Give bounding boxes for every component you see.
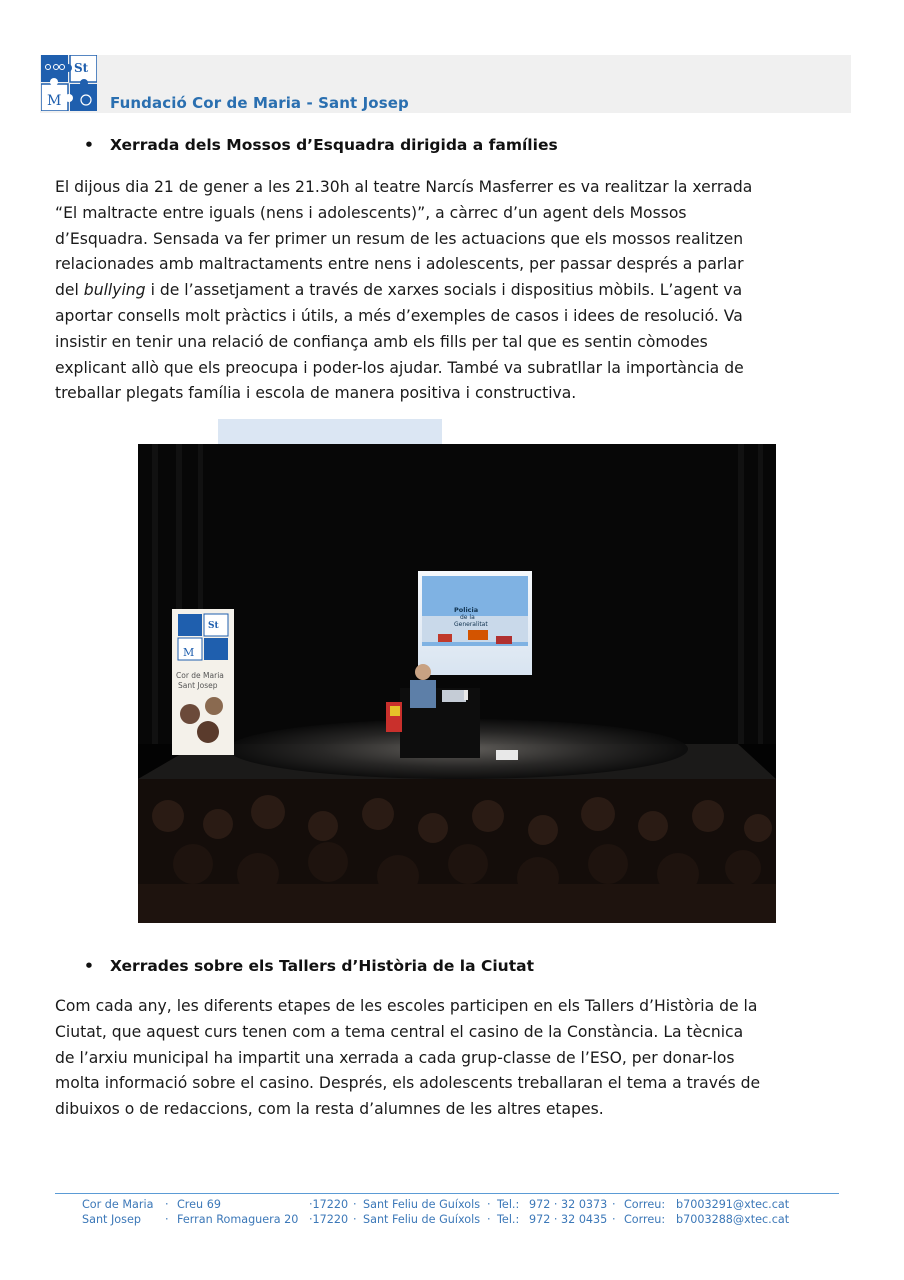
paragraph-tallers (55, 994, 849, 1123)
screen-title-line1: Policia (454, 606, 479, 614)
screen-title-line2: de la (460, 614, 475, 621)
paragraph-line-last: dibuixos o de redaccions, com la resta d’alumnes de les altres etapes. (55, 1100, 604, 1119)
footer-mail-label: Correu: (624, 1213, 666, 1226)
paragraph-line: d’Esquadra. Sensada va fer primer un resum de les actuacions que els mossos realitzen (55, 229, 744, 248)
footer-tel-label: Tel.: (497, 1198, 520, 1211)
footer-separator: · (165, 1213, 169, 1226)
paragraph-mossos (55, 175, 849, 407)
footer-zip: ·17220 (309, 1213, 349, 1226)
footer-email-link[interactable]: b7003291@xtec.cat (676, 1198, 790, 1211)
banner-text-line1: Cor de Maria (176, 671, 224, 680)
bullet: • (84, 957, 94, 975)
italic-term: bullying (83, 281, 146, 300)
organization-name: Fundació Cor de Maria - Sant Josep (110, 94, 409, 112)
footer-tel: 972 · 32 0435 (529, 1213, 608, 1226)
footer-separator: · (353, 1198, 357, 1211)
bullet: • (84, 136, 94, 154)
footer-school-name: Cor de Maria (82, 1198, 154, 1211)
section-title: Xerrada dels Mossos d’Esquadra dirigida a famílies (110, 136, 558, 154)
paragraph-line-last: treballar plegats família i escola de manera positiva i constructiva. (55, 384, 577, 403)
footer-city: Sant Feliu de Guíxols (363, 1198, 481, 1211)
section-heading-mossos (84, 136, 558, 154)
footer-city: Sant Feliu de Guíxols (363, 1213, 481, 1226)
line-prefix: del (55, 281, 79, 300)
section-heading-tallers (84, 957, 534, 975)
footer-separator: · (487, 1213, 491, 1226)
screen-title-line3: Generalitat (454, 621, 488, 628)
footer-street: Creu 69 (177, 1198, 221, 1211)
footer-separator: · (612, 1213, 616, 1226)
footer-zip: ·17220 (309, 1198, 349, 1211)
paragraph-line: “El maltracte entre iguals (nens i adolescents)”, a càrrec d’un agent dels Mossos (55, 203, 687, 222)
paragraph-line: insistir en tenir una relació de confiança amb els fills per tal que es sentin còmodes (55, 332, 708, 351)
footer-street: Ferran Romaguera 20 (177, 1213, 299, 1226)
footer-school-name: Sant Josep (82, 1213, 141, 1226)
footer-tel: 972 · 32 0373 (529, 1198, 608, 1211)
footer-separator: · (165, 1198, 169, 1211)
banner-logo-bottom: M (183, 646, 195, 659)
logo-text-bottom: M (47, 93, 62, 109)
banner-text-line2: Sant Josep (178, 681, 218, 690)
paragraph-line: de l’arxiu municipal ha impartit una xerrada a cada grup-classe de l’ESO, per donar-los (55, 1048, 735, 1067)
paragraph-line: El dijous dia 21 de gener a les 21.30h al teatre Narcís Masferrer es va realitzar la xerrada (55, 178, 753, 196)
footer-tel-label: Tel.: (497, 1213, 520, 1226)
banner-logo-top: St (208, 621, 219, 631)
paragraph-line: molta informació sobre el casino. Després, els adolescents treballaran el tema a través de (55, 1074, 761, 1093)
footer-separator: · (353, 1213, 357, 1226)
paragraph-line: relacionades amb maltractaments entre nens i adolescents, per passar després a parlar (55, 255, 744, 274)
footer-email-link[interactable]: b7003288@xtec.cat (676, 1213, 790, 1226)
photo-glare (218, 419, 442, 445)
footer-separator: · (487, 1198, 491, 1211)
footer-rule (55, 1193, 839, 1194)
paragraph-line (55, 278, 849, 304)
section-title: Xerrades sobre els Tallers d’Història de la Ciutat (110, 957, 534, 975)
paragraph-line: Com cada any, les diferents etapes de les escoles participen en els Tallers d’Història de la (55, 997, 758, 1015)
line-rest: i de l’assetjament a través de xarxes socials i dispositius mòbils. L’agent va (150, 281, 743, 300)
footer-mail-label: Correu: (624, 1198, 666, 1211)
paragraph-line: Ciutat, que aquest curs tenen com a tema central el casino de la Constància. La tècnica (55, 1022, 744, 1041)
logo-text-top: St (74, 61, 89, 75)
foundation-logo (41, 55, 97, 111)
footer-separator: · (612, 1198, 616, 1211)
paragraph-line: aportar consells molt pràctics i útils, a més d’exemples de casos i idees de resolució. Va (55, 306, 743, 325)
paragraph-line: explicant allò que els preocupa i poder-los ajudar. També va subratllar la importància de (55, 358, 744, 377)
event-photo (138, 444, 776, 923)
